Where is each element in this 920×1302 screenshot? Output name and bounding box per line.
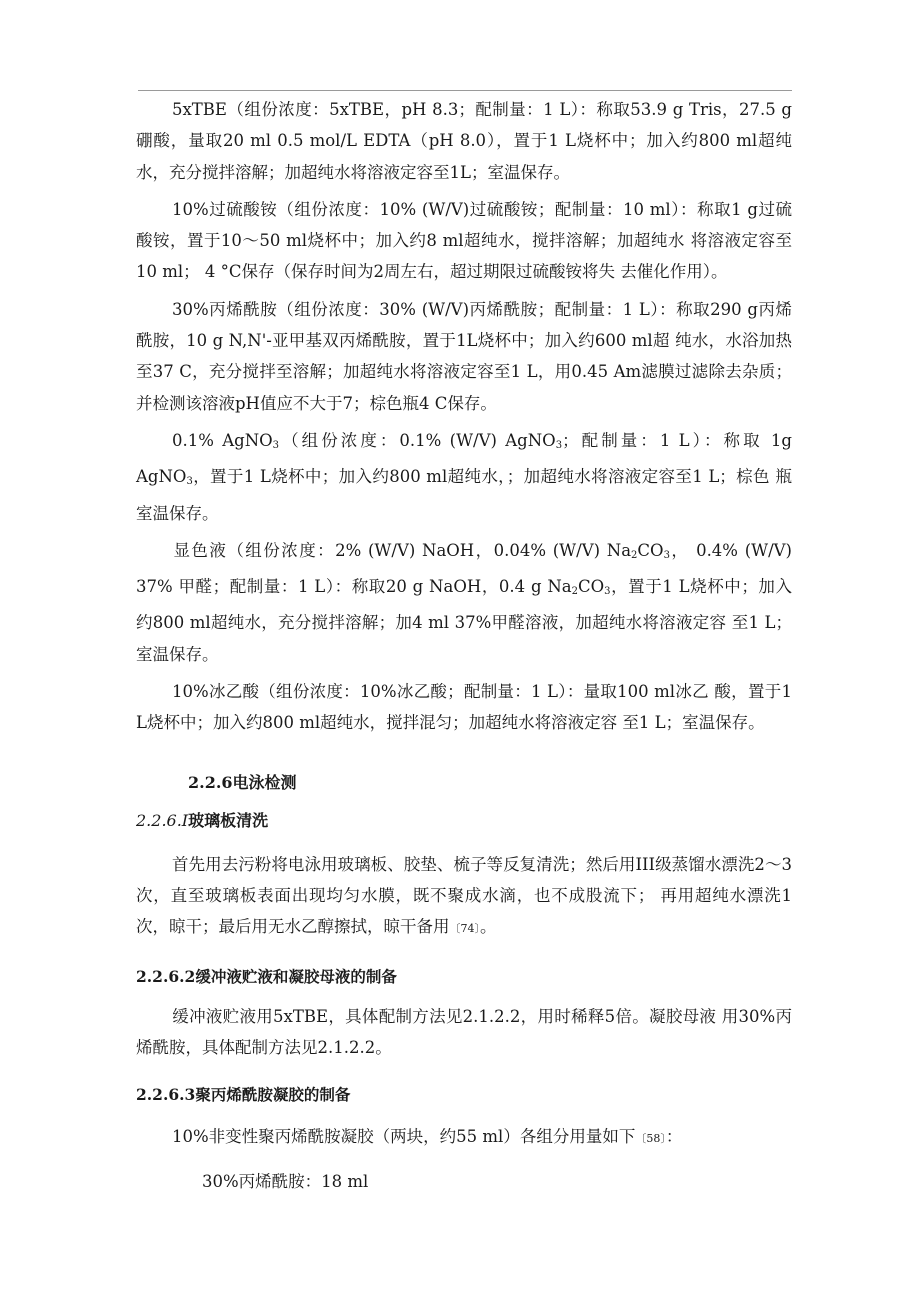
heading-2-2-6-2: 2.2.6.2缓冲液贮液和凝胶母液的制备 — [136, 966, 397, 986]
paragraph-acrylamide: 30%丙烯酰胺（组份浓度：30% (W/V)丙烯酰胺；配制量：1 L）：称取290 g丙烯酰胺，10 g N,N'-亚甲基双丙烯酰胺，置于1L烧杯中；加入约600 ml超 纯水，水浴加热至37 C，充分搅拌至溶解；加超纯水将溶液定容至1 L，用0.45 Am滤膜过滤除去杂质；并检测该溶液pH值应不大于7；棕色瓶4 C保存。 — [136, 299, 792, 413]
component-line-acrylamide: 30%丙烯酰胺：18 ml — [202, 1172, 369, 1192]
paragraph-silver-nitrate: 0.1% AgNO$_3$（组份浓度：0.1% (W/V) AgNO$_3$；配制量：1 L）：称取 1g AgNO$_3$，置于1 L烧杯中；加入约800 ml超纯水，；加超纯水将溶液定容至1 L；棕色 瓶室温保存。 — [136, 430, 792, 523]
heading-2-2-6-3: 2.2.6.3聚丙烯酰胺凝胶的制备 — [136, 1085, 351, 1105]
paragraph-glass-cleaning: 首先用去污粉将电泳用玻璃板、胶垫、梳子等反复清洗；然后用III级蒸馏水漂洗2～3次，直至玻璃板表面出现均匀水膜，既不聚成水滴，也不成股流下； 再用超纯水漂洗1次，晾干；最后用无水乙醇擦拭，晾干备用〔74〕。 — [136, 854, 792, 937]
paragraph-gel-preparation: 10%非变性聚丙烯酰胺凝胶（两块，约55 ml）各组分用量如下〔58〕： — [172, 1127, 683, 1147]
header-rule — [138, 90, 792, 91]
paragraph-glacial-acetic-acid: 10%冰乙酸（组份浓度：10%冰乙酸；配制量：1 L）：量取100 ml冰乙 酸，置于1 L烧杯中；加入约800 ml超纯水，搅拌混匀；加超纯水将溶液定容 至1 L；室温保存。 — [136, 682, 792, 733]
paragraph-5xtbe: 5xTBE（组份浓度：5xTBE，pH 8.3；配制量：1 L）：称取53.9 g Tris，27.5 g硼酸，量取20 ml 0.5 mol/L EDTA（pH 8.0），置于1 L烧杯中；加入约800 ml超纯水，充分搅拌溶解；加超纯水将溶液定容至1L；室温保存。 — [136, 100, 792, 182]
paragraph-ammonium-persulfate: 10%过硫酸铵（组份浓度：10% (W/V)过硫酸铵；配制量：10 ml）：称取1 g过硫酸铵，置于10～50 ml烧杯中；加入约8 ml超纯水，搅拌溶解；加超纯水 将溶液定容至10 ml； 4 °C保存（保存时间为2周左右，超过期限过硫酸铵将失 去催化作用）。 — [136, 199, 792, 282]
citation-ref: 〔58〕 — [635, 1132, 666, 1146]
heading-2-2-6-1: 2.2.6.I玻璃板清洗 — [136, 810, 269, 830]
paragraph-developer-solution: 显色液（组份浓度：2% (W/V) NaOH，0.04% (W/V) $Na_2CO_3$， 0.4% (W/V) 37% 甲醛；配制量：1 L）：称取20 g NaOH，0.4 g $Na_2CO_3$，置于1 L烧杯中；加入 约800 ml超纯水，充分搅拌溶解；加4 ml 37%甲醛溶液，加超纯水将溶液定容 至1 L；室温保存。 — [136, 540, 792, 664]
paragraph-buffer-stock: 缓冲液贮液用5xTBE，具体配制方法见2.1.2.2，用时稀释5倍。凝胶母液 用30%丙烯酰胺，具体配制方法见2.1.2.2。 — [136, 1006, 792, 1057]
citation-ref: 〔74〕 — [449, 922, 480, 936]
document-body — [136, 92, 792, 1197]
heading-2-2-6: 2.2.6电泳检测 — [188, 772, 297, 792]
